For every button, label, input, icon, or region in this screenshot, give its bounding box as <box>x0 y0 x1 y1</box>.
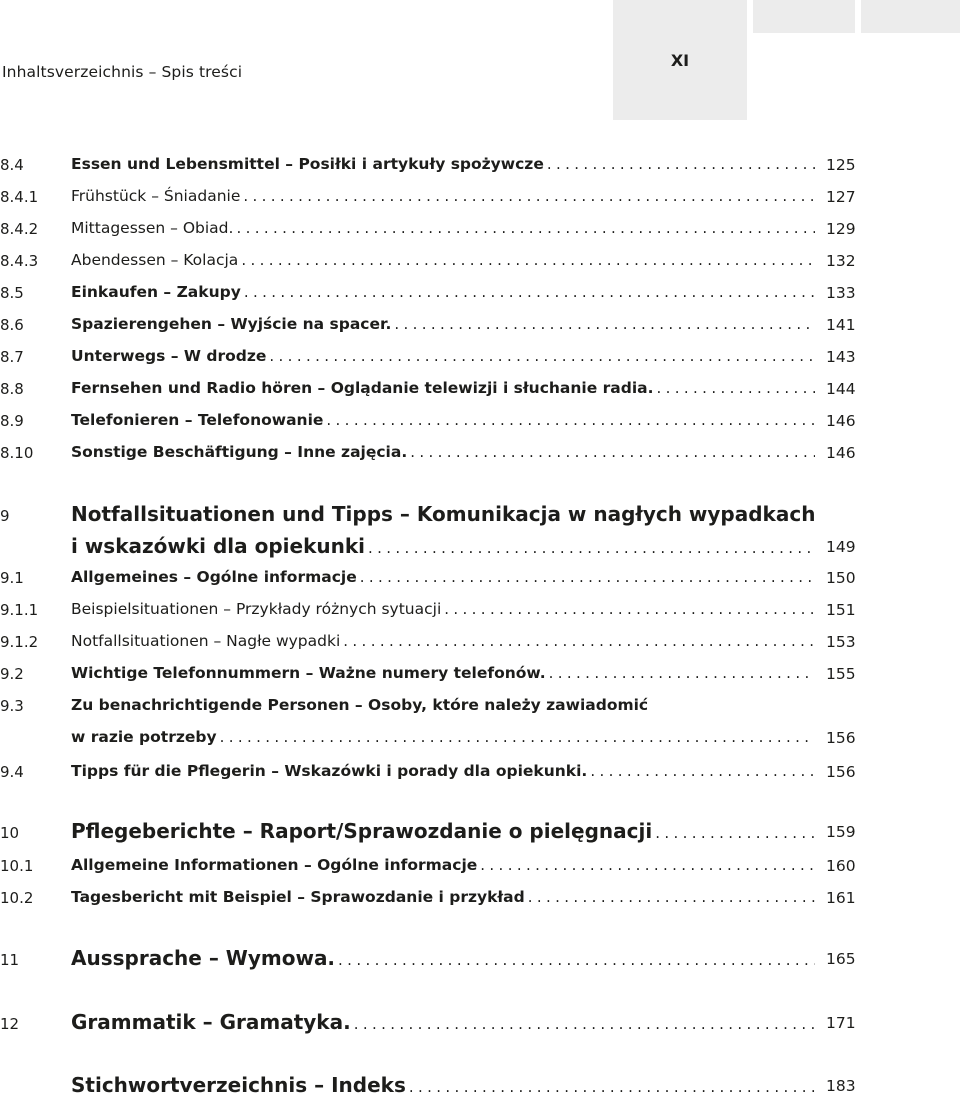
toc-number: 8.7 <box>0 348 24 366</box>
toc-page: 146 <box>826 412 856 430</box>
toc-number: 8.10 <box>0 444 34 462</box>
toc-title: i wskazówki dla opiekunki <box>71 534 366 558</box>
toc-number: 8.4.2 <box>0 220 39 238</box>
toc-entry[interactable] <box>0 946 960 980</box>
leader-dots <box>338 951 815 969</box>
leader-dots <box>360 568 815 586</box>
toc-entry[interactable] <box>0 819 960 853</box>
toc-entry[interactable] <box>0 377 960 407</box>
toc-number: 8.4 <box>0 156 24 174</box>
toc-page: 150 <box>826 569 856 587</box>
toc-entry[interactable] <box>0 502 960 564</box>
toc-number: 8.4.3 <box>0 252 39 270</box>
toc-entry[interactable] <box>0 1010 960 1044</box>
toc-title: Sonstige Beschäftigung – Inne zajęcia. <box>71 443 408 461</box>
toc-entry[interactable] <box>0 566 960 596</box>
leader-dots <box>244 283 815 301</box>
leader-dots <box>220 728 815 746</box>
toc-entry[interactable] <box>0 598 960 628</box>
toc-title: Stichwortverzeichnis – Indeks <box>71 1073 406 1097</box>
toc-entry[interactable] <box>0 249 960 279</box>
toc-number: 9.1.1 <box>0 601 39 619</box>
toc-page: 132 <box>826 252 856 270</box>
toc-title: Essen und Lebensmittel – Posiłki i artykuły spożywcze <box>71 155 544 173</box>
toc-number: 9 <box>0 507 10 525</box>
toc-entry[interactable] <box>0 153 960 183</box>
running-head: Inhaltsverzeichnis – Spis treści <box>2 63 243 81</box>
toc-entry[interactable] <box>0 662 960 692</box>
leader-dots <box>480 856 815 874</box>
page-number-tab <box>613 0 747 120</box>
toc-title: Frühstück – Śniadanie <box>71 187 241 205</box>
toc-entry[interactable] <box>0 313 960 343</box>
leader-dots <box>657 379 816 397</box>
toc-number: 8.6 <box>0 316 24 334</box>
toc-entry[interactable] <box>0 630 960 660</box>
toc-title: Notfallsituationen – Nagłe wypadki <box>71 632 341 650</box>
leader-dots <box>343 632 815 650</box>
thumb-tab <box>861 0 960 33</box>
toc-title: Aussprache – Wymowa. <box>71 946 336 970</box>
toc-page: 155 <box>826 665 856 683</box>
toc-page: 183 <box>826 1077 856 1095</box>
leader-dots <box>444 600 815 618</box>
toc-title: Unterwegs – W drodze <box>71 347 267 365</box>
leader-dots <box>354 1015 815 1033</box>
toc-title: w razie potrzeby <box>71 728 217 746</box>
leader-dots <box>269 347 815 365</box>
toc-number: 10.1 <box>0 857 34 875</box>
toc-number: 8.9 <box>0 412 24 430</box>
page-number: XI <box>670 50 690 70</box>
leader-dots <box>368 539 815 557</box>
toc-entry[interactable] <box>0 345 960 375</box>
toc-page: 156 <box>826 763 856 781</box>
toc-page: 125 <box>826 156 856 174</box>
toc-title: Telefonieren – Telefonowanie <box>71 411 324 429</box>
toc-entry[interactable] <box>0 694 960 756</box>
leader-dots <box>243 187 815 205</box>
toc-page: 143 <box>826 348 856 366</box>
leader-dots <box>655 824 815 842</box>
toc-entry[interactable] <box>0 281 960 311</box>
leader-dots <box>236 219 815 237</box>
toc-page: 151 <box>826 601 856 619</box>
toc-number: 11 <box>0 951 20 969</box>
toc-number: 9.4 <box>0 763 24 781</box>
leader-dots <box>590 762 815 780</box>
leader-dots <box>549 664 815 682</box>
toc-page: 160 <box>826 857 856 875</box>
toc-number: 10 <box>0 824 20 842</box>
toc-page: 133 <box>826 284 856 302</box>
toc-page: 165 <box>826 950 856 968</box>
leader-dots <box>394 315 815 333</box>
toc-entry[interactable] <box>0 854 960 884</box>
leader-dots <box>241 251 815 269</box>
thumb-tab <box>753 0 855 33</box>
toc-number: 9.1 <box>0 569 24 587</box>
toc-number: 9.2 <box>0 665 24 683</box>
toc-entry[interactable] <box>0 217 960 247</box>
toc-entry[interactable] <box>0 760 960 790</box>
leader-dots <box>528 888 815 906</box>
toc-page: 159 <box>826 823 856 841</box>
toc-page: 153 <box>826 633 856 651</box>
toc-title-line1: Notfallsituationen und Tipps – Komunikacja w nagłych wypadkach <box>71 502 816 526</box>
toc-number: 10.2 <box>0 889 34 907</box>
toc-page: 171 <box>826 1014 856 1032</box>
toc-title: Allgemeine Informationen – Ogólne informacje <box>71 856 478 874</box>
toc-title: Tagesbericht mit Beispiel – Sprawozdanie i przykład <box>71 888 525 906</box>
toc-entry[interactable] <box>0 1073 960 1096</box>
toc-page: 156 <box>826 729 856 747</box>
toc-title: Grammatik – Gramatyka. <box>71 1010 351 1034</box>
toc-page: 141 <box>826 316 856 334</box>
toc-title-line1: Zu benachrichtigende Personen – Osoby, które należy zawiadomić <box>71 696 649 714</box>
toc-title: Pflegeberichte – Raport/Sprawozdanie o pielęgnacji <box>71 819 653 843</box>
toc-title: Spazierengehen – Wyjście na spacer. <box>71 315 392 333</box>
toc-title: Wichtige Telefonnummern – Ważne numery telefonów. <box>71 664 546 682</box>
toc-title: Allgemeines – Ogólne informacje <box>71 568 357 586</box>
toc-page: 146 <box>826 444 856 462</box>
toc-page: 129 <box>826 220 856 238</box>
toc-page: 144 <box>826 380 856 398</box>
toc-page: 127 <box>826 188 856 206</box>
toc-number: 8.5 <box>0 284 24 302</box>
toc-entry[interactable] <box>0 886 960 916</box>
toc-title: Tipps für die Pflegerin – Wskazówki i porady dla opiekunki. <box>71 762 588 780</box>
toc-number: 8.4.1 <box>0 188 39 206</box>
toc-entry[interactable] <box>0 185 960 215</box>
toc-page: 149 <box>826 538 856 556</box>
toc-title: Einkaufen – Zakupy <box>71 283 241 301</box>
toc-page: 161 <box>826 889 856 907</box>
toc-entry[interactable] <box>0 409 960 439</box>
toc-number: 9.1.2 <box>0 633 39 651</box>
toc-number: 9.3 <box>0 697 24 715</box>
toc-title: Fernsehen und Radio hören – Oglądanie telewizji i słuchanie radia. <box>71 379 654 397</box>
toc-title: Abendessen – Kolacja <box>71 251 239 269</box>
leader-dots <box>547 155 815 173</box>
leader-dots <box>409 1078 815 1096</box>
toc-entry[interactable] <box>0 441 960 471</box>
leader-dots <box>410 443 815 461</box>
toc-number: 12 <box>0 1015 20 1033</box>
toc-number: 8.8 <box>0 380 24 398</box>
leader-dots <box>326 411 815 429</box>
toc-title: Mittagessen – Obiad. <box>71 219 234 237</box>
toc-title: Beispielsituationen – Przykłady różnych sytuacji <box>71 600 442 618</box>
